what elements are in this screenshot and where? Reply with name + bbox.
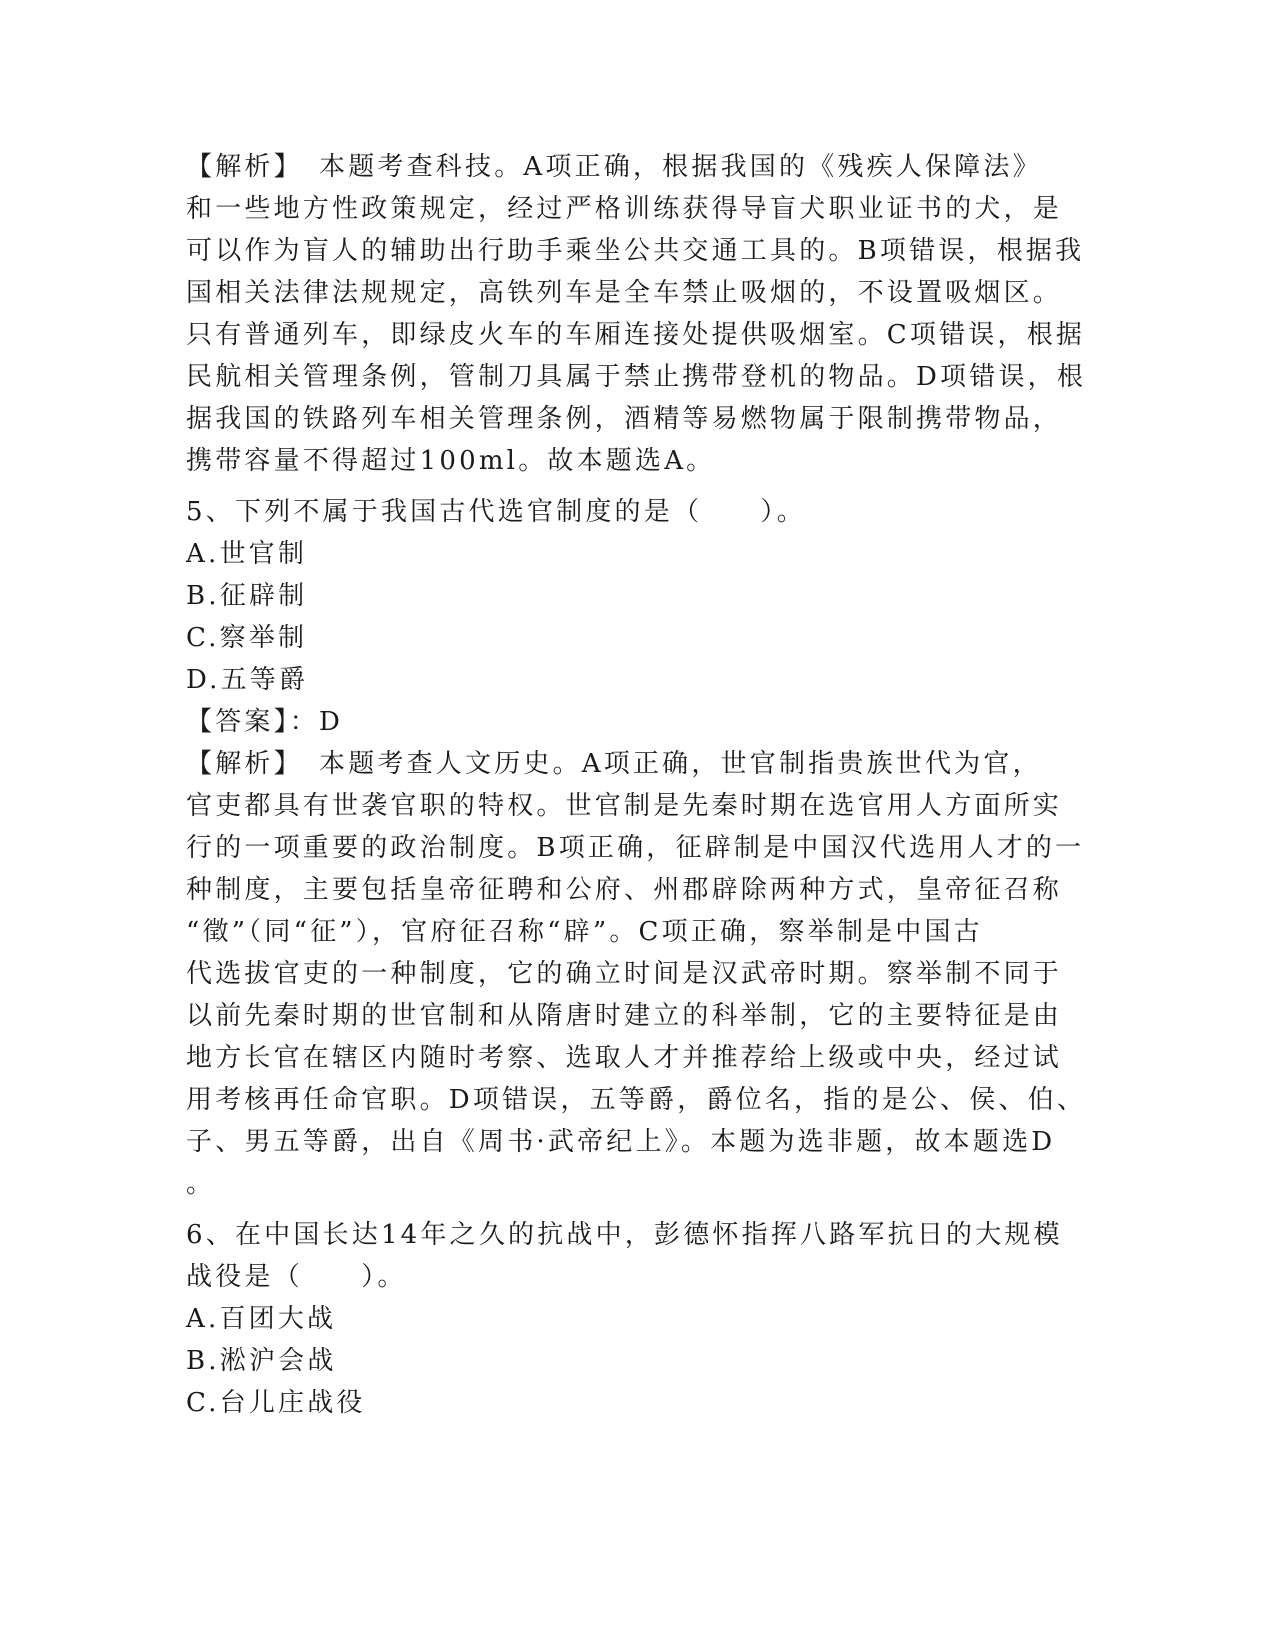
analysis-line: 只有普通列车，即绿皮火车的车厢连接处提供吸烟室。C项错误，根据 (186, 320, 1086, 350)
analysis-line: “徵”（同“征”），官府征召称“辟”。C项正确，察举制是中国古 (186, 917, 983, 947)
question-6 (186, 1214, 1086, 1424)
option-c: C.台儿庄战役 (186, 1388, 366, 1418)
question-text: 5、下列不属于我国古代选官制度的是（ ）。 (186, 497, 806, 527)
analysis-line: 子、男五等爵，出自《周书·武帝纪上》。本题为选非题，故本题选D (186, 1127, 1056, 1157)
analysis-line: 携带容量不得超过100ml。故本题选A。 (186, 446, 716, 476)
analysis-line: 民航相关管理条例，管制刀具属于禁止携带登机的物品。D项错误，根 (186, 362, 1087, 392)
analysis-line: 种制度，主要包括皇帝征聘和公府、州郡辟除两种方式，皇帝征召称 (186, 875, 1063, 905)
question-text: 6、在中国长达14年之久的抗战中，彭德怀指挥八路军抗日的大规模 (186, 1220, 1063, 1250)
answer-line: 【答案】：D (186, 707, 344, 737)
document-page (186, 146, 1086, 1424)
analysis-line: 【解析】 本题考查科技。A项正确，根据我国的《残疾人保障法》 (186, 152, 1042, 182)
analysis-line: 。 (186, 1169, 216, 1199)
q4-analysis (186, 146, 1086, 482)
spacer (186, 482, 1086, 491)
analysis-line: 可以作为盲人的辅助出行助手乘坐公共交通工具的。B项错误，根据我 (186, 236, 1085, 266)
analysis-line: 用考核再任命官职。D项错误，五等爵，爵位名，指的是公、侯、伯、 (186, 1085, 1087, 1115)
option-a: A.世官制 (186, 539, 308, 569)
analysis-line: 据我国的铁路列车相关管理条例，酒精等易燃物属于限制携带物品， (186, 404, 1063, 434)
analysis-line: 官吏都具有世袭官职的特权。世官制是先秦时期在选官用人方面所实 (186, 791, 1063, 821)
analysis-line: 代选拔官吏的一种制度，它的确立时间是汉武帝时期。察举制不同于 (186, 959, 1063, 989)
question-5 (186, 491, 1086, 1205)
analysis-line: 地方长官在辖区内随时考察、选取人才并推荐给上级或中央，经过试 (186, 1043, 1063, 1073)
analysis-line: 和一些地方性政策规定，经过严格训练获得导盲犬职业证书的犬，是 (186, 194, 1063, 224)
analysis-line: 行的一项重要的政治制度。B项正确，征辟制是中国汉代选用人才的一 (186, 833, 1085, 863)
question-text: 战役是（ ）。 (186, 1262, 407, 1292)
analysis-line: 以前先秦时期的世官制和从隋唐时建立的科举制，它的主要特征是由 (186, 1001, 1063, 1031)
option-c: C.察举制 (186, 623, 308, 653)
option-d: D.五等爵 (186, 665, 309, 695)
spacer (186, 1205, 1086, 1214)
analysis-line: 国相关法律法规规定，高铁列车是全车禁止吸烟的，不设置吸烟区。 (186, 278, 1063, 308)
option-b: B.淞沪会战 (186, 1346, 337, 1376)
option-a: A.百团大战 (186, 1304, 337, 1334)
analysis-line: 【解析】 本题考查人文历史。A项正确，世官制指贵族世代为官， (186, 749, 1042, 779)
option-b: B.征辟制 (186, 581, 308, 611)
